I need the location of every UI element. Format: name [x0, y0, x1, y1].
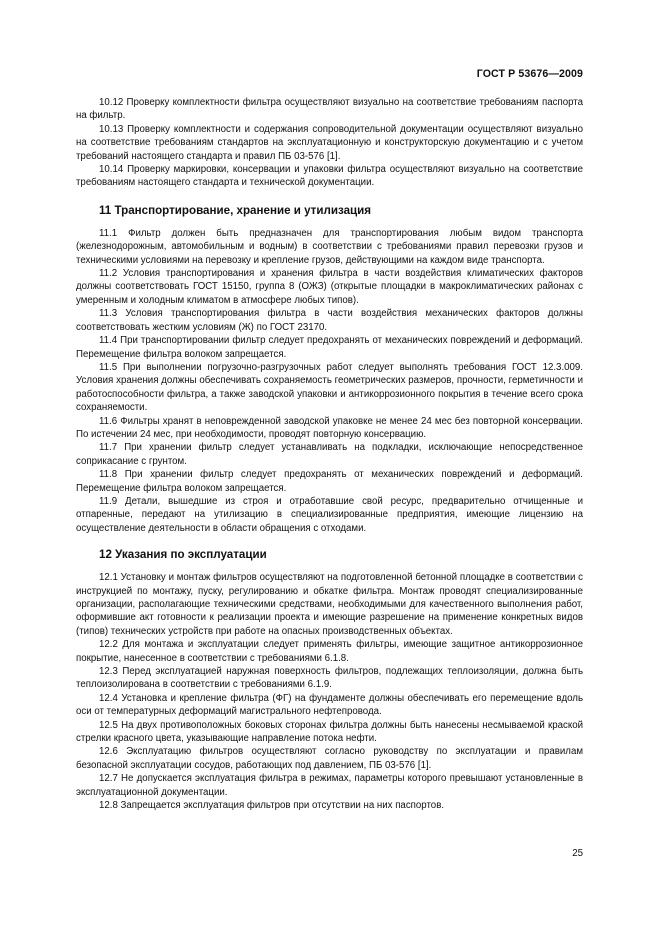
paragraph-10-12: 10.12 Проверку комплектности фильтра осуществляют визуально на соответствие требованиям паспорта на фильтр.: [76, 97, 583, 122]
section-12-title: 12 Указания по эксплуатации: [99, 548, 267, 562]
paragraph-12-2: 12.2 Для монтажа и эксплуатации следует применять фильтры, имеющие защитное антикоррозионное покрытие, нанесенное в соответствии с требованиями 6.1.8.: [76, 639, 583, 664]
paragraph-11-5: 11.5 При выполнении погрузочно-разгрузочных работ следует выполнять требования ГОСТ 12.3.009. Условия хранения должны обеспечивать сохраняемость геометрических размеров, прочности, герметичности и работоспособности фильтра, а также заводской упаковки и антикоррозионного покрытия в течение всего срока сохраняемости.: [76, 361, 583, 414]
page-content: [76, 96, 583, 813]
paragraph-11-1: 11.1 Фильтр должен быть предназначен для транспортирования любым видом транспорта (железнодорожным, автомобильным и водным) в соответствии с требованиями правил перевозки грузов и техническими условиями на перевозку и крепление грузов, действующими на каждом виде транспорта.: [76, 227, 583, 266]
paragraph-12-8: 12.8 Запрещается эксплуатация фильтров при отсутствии на них паспортов.: [99, 800, 445, 812]
paragraph-10-13: 10.13 Проверку комплектности и содержания сопроводительной документации осуществляют визуально на соответствие требованиям стандартов на эксплуатационную и конструкторскую документацию и с учетом требований настоящего стандарта и правил ПБ 03-576 [1].: [76, 123, 583, 162]
paragraph-12-3: 12.3 Перед эксплуатацией наружная поверхность фильтров, подлежащих теплоизоляции, должна быть теплоизолирована в соответствии с требованиями 6.1.9.: [76, 666, 583, 691]
paragraph-11-3: 11.3 Условия транспортирования фильтра в части воздействия механических факторов должны соответствовать жестким условиям (Ж) по ГОСТ 23170.: [76, 308, 583, 333]
standard-designation: ГОСТ Р 53676—2009: [476, 68, 583, 80]
page-number: 25: [572, 848, 583, 859]
paragraph-11-9: 11.9 Детали, вышедшие из строя и отработавшие свой ресурс, предварительно отчищенные и отпаренные, передают на утилизацию в специализированные предприятия, имеющие лицензию на осуществление деятельности в области обращения с отходами.: [76, 495, 583, 534]
paragraph-12-6: 12.6 Эксплуатацию фильтров осуществляют согласно руководству по эксплуатации и правилам безопасной эксплуатации сосудов, работающих под давлением, ПБ 03-576 [1].: [76, 746, 583, 771]
paragraph-11-2: 11.2 Условия транспортирования и хранения фильтра в части воздействия климатических факторов должны соответствовать ГОСТ 15150, группа 8 (ОЖЗ) (открытые площадки в макроклиматических районах с умеренным и холодным климатом в атмосфере любых типов).: [76, 268, 583, 306]
paragraph-12-7: 12.7 Не допускается эксплуатация фильтра в режимах, параметры которого превышают установленные в эксплуатационной документации.: [76, 773, 583, 798]
paragraph-12-4: 12.4 Установка и крепление фильтра (ФГ) на фундаменте должны обеспечивать его перемещение вдоль оси от температурных деформаций магистрального нефтепровода.: [76, 692, 583, 718]
paragraph-11-6: 11.6 Фильтры хранят в неповрежденной заводской упаковке не менее 24 мес без повторной консервации. По истечении 24 мес, при необходимости, проводят повторную консервацию.: [76, 415, 583, 440]
paragraph-11-8: 11.8 При хранении фильтр следует предохранять от механических повреждений и деформаций. Перемещение фильтра волоком запрещается.: [76, 469, 583, 494]
paragraph-12-1: 12.1 Установку и монтаж фильтров осуществляют на подготовленной бетонной площадке в соответствии с инструкцией по монтажу, пуску, регулированию и обкатке фильтра. Монтаж проводят специализированные организации, располагающие техническими средствами, необходимыми для качественного выполнения работ, оформившие акт готовности к реализации проекта и имеющие разрешение на применение конкретных видов (типов) технических устройств при работе на опасных производственных объектах.: [76, 572, 583, 637]
paragraph-10-14: 10.14 Проверку маркировки, консервации и упаковки фильтра осуществляют визуально на соответствие требованиям настоящего стандарта и технической документации.: [76, 164, 583, 189]
section-11-title: 11 Транспортирование, хранение и утилизация: [99, 203, 372, 217]
paragraph-12-5: 12.5 На двух противоположных боковых сторонах фильтра должны быть нанесены несмываемой краской стрелки красного цвета, указывающие направление потока нефти.: [76, 719, 583, 745]
paragraph-11-7: 11.7 При хранении фильтр следует устанавливать на подкладки, исключающие непосредственное соприкасание с грунтом.: [76, 442, 583, 467]
paragraph-11-4: 11.4 При транспортировании фильтр следует предохранять от механических повреждений и деформаций. Перемещение фильтра волоком запрещается.: [76, 335, 583, 360]
